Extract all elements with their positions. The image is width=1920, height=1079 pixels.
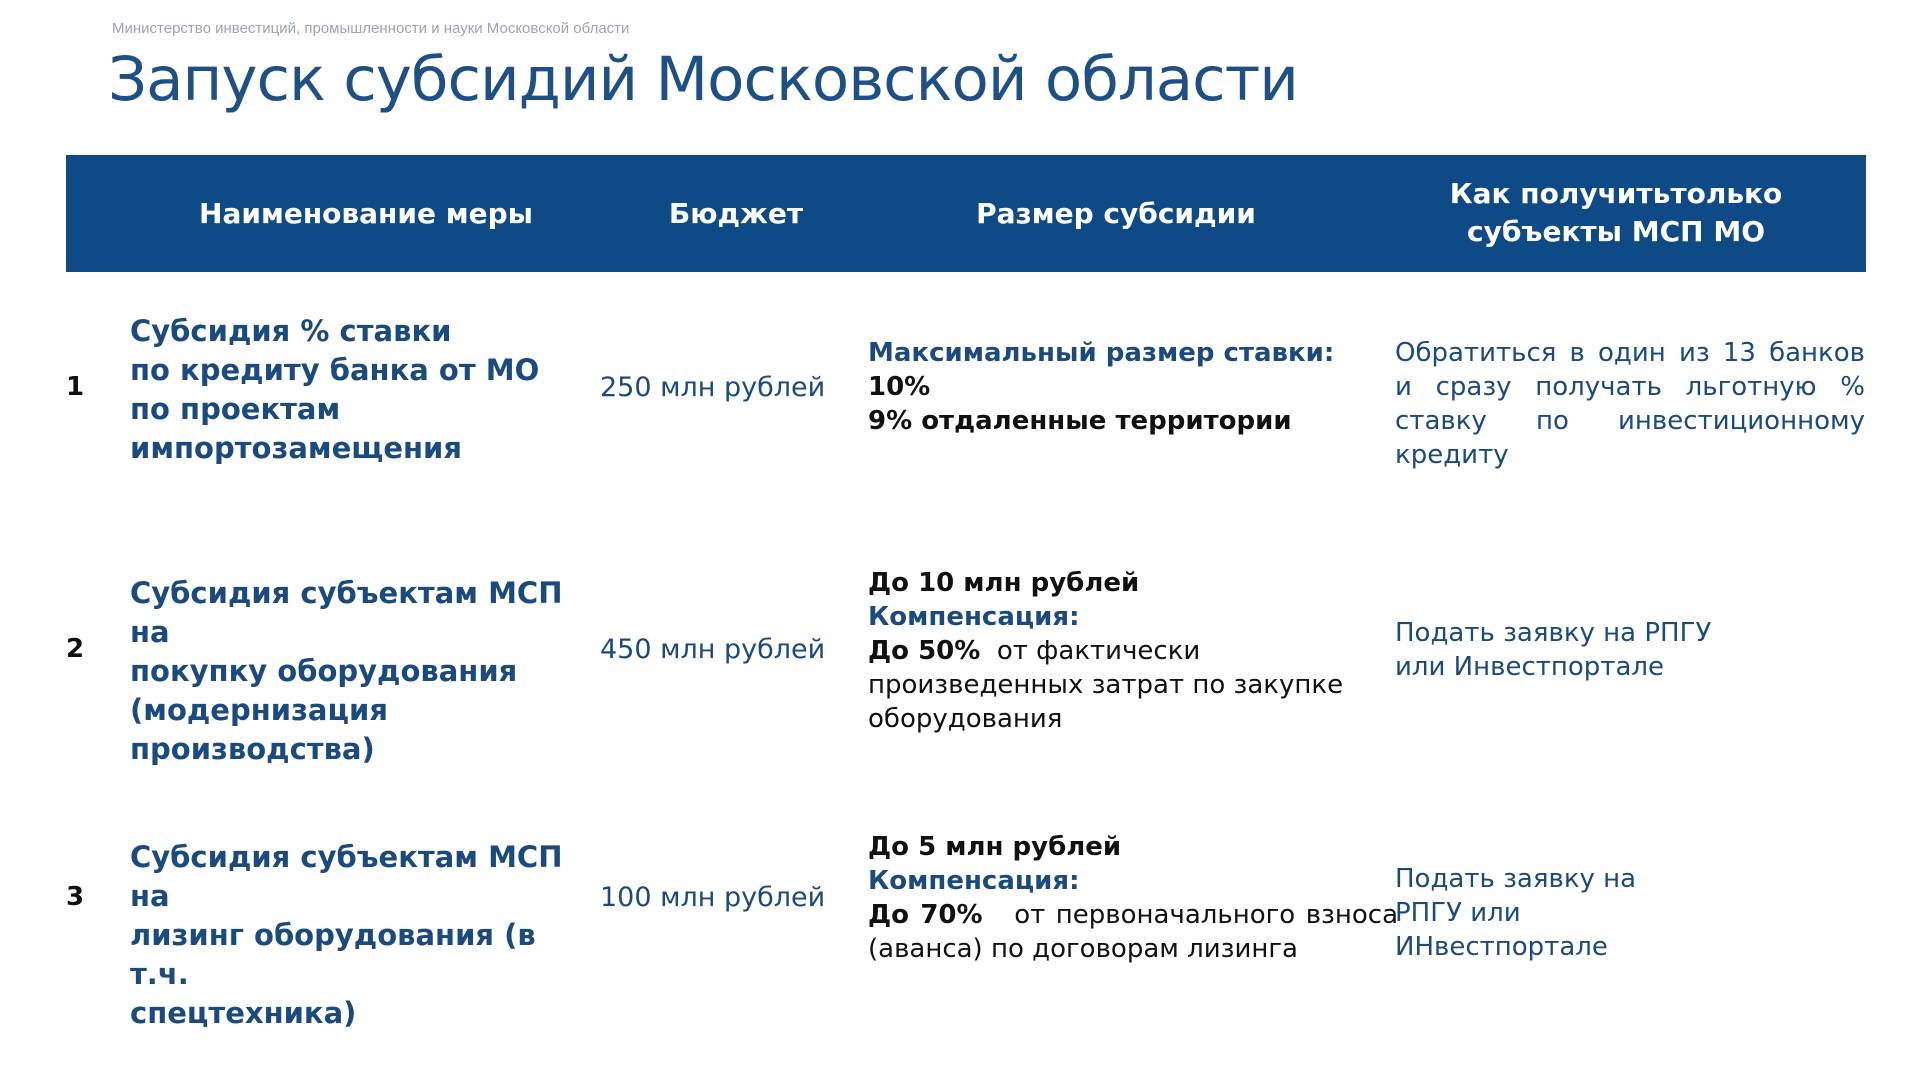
column-header-size: Размер субсидии: [976, 197, 1256, 230]
column-header-budget: Бюджет: [668, 197, 804, 230]
subsidy-size: Максимальный размер ставки: 10% 9% отдаленные территории: [868, 338, 1335, 436]
how-to-get: Подать заявку на РПГУ или Инвестпортале: [1395, 618, 1712, 682]
row-number: 2: [66, 634, 85, 664]
ministry-caption: Министерство инвестиций, промышленности и науки Московской области: [112, 20, 630, 37]
subsidy-size: До 5 млн рублей Компенсация: До 70% от первоначального взноса (аванса) по договорам лизинга: [868, 832, 1399, 964]
measure-name: Субсидия % ставки по кредиту банка от МО по проектам импортозамещения: [130, 314, 540, 465]
how-to-get: Подать заявку на РПГУ или ИНвестпортале: [1395, 864, 1637, 962]
column-header-how: Как получитьтолько субъекты МСП МО: [1449, 177, 1783, 248]
budget-value: 450 млн рублей: [600, 634, 826, 665]
page-title: Запуск субсидий Московской области: [108, 44, 1298, 115]
row-number: 3: [66, 882, 85, 912]
budget-value: 250 млн рублей: [600, 372, 826, 403]
table-header: [66, 155, 1866, 272]
measure-name: Субсидия субъектам МСП на покупку оборудования (модернизация производства): [130, 576, 563, 766]
column-header-name: Наименование меры: [199, 197, 533, 230]
how-to-get: Обратиться в один из 13 банков и сразу получать льготную % ставку по инвестиционному кредиту: [1395, 338, 1865, 470]
row-number: 1: [66, 372, 85, 402]
budget-value: 100 млн рублей: [600, 882, 826, 913]
measure-name: Субсидия субъектам МСП на лизинг оборудования (в т.ч. спецтехника): [130, 840, 563, 1030]
subsidy-size: До 10 млн рублей Компенсация: До 50% от фактически произведенных затрат по закупке оборудования: [868, 568, 1344, 734]
